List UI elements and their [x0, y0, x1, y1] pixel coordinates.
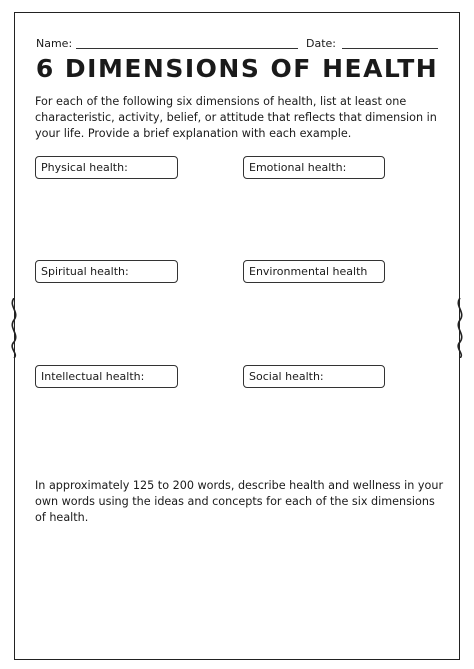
- intellectual-health-box[interactable]: Intellectual health:: [35, 365, 178, 388]
- right-wave-decoration: [453, 298, 467, 358]
- date-field-line[interactable]: [342, 48, 438, 49]
- spiritual-health-box[interactable]: Spiritual health:: [35, 260, 178, 283]
- environmental-health-box[interactable]: Environmental health: [243, 260, 385, 283]
- name-date-row: [36, 36, 438, 52]
- physical-health-box[interactable]: Physical health:: [35, 156, 178, 179]
- left-wave-decoration: [7, 298, 21, 358]
- page-title: 6 DIMENSIONS OF HEALTH: [35, 54, 439, 83]
- instructions-text: For each of the following six dimensions of health, list at least one characteristic, activity, belief, or attitude that reflects that dimension in your life. Provide a brief explanation with each example.: [35, 95, 437, 140]
- social-health-box[interactable]: Social health:: [243, 365, 385, 388]
- date-label: Date:: [306, 37, 336, 50]
- emotional-health-box[interactable]: Emotional health:: [243, 156, 385, 179]
- essay-prompt-text: In approximately 125 to 200 words, describe health and wellness in your own words using the ideas and concepts for each of the six dimensions of health.: [35, 479, 444, 524]
- name-label: Name:: [36, 37, 73, 50]
- name-field-line[interactable]: [76, 48, 298, 49]
